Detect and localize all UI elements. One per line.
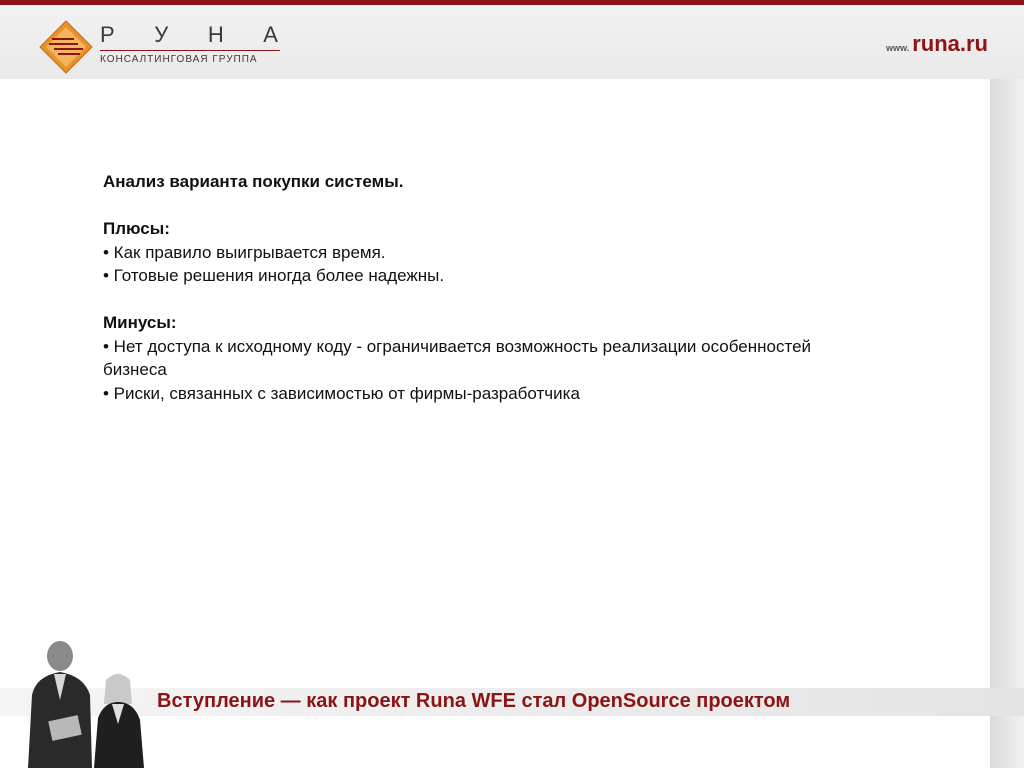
slide-body	[103, 170, 863, 405]
cons-item: • Нет доступа к исходному коду - ограничивается возможность реализации особенностей бизнеса	[103, 336, 812, 379]
pros-title: Плюсы:	[103, 219, 170, 238]
logo-letter: Р	[100, 22, 117, 47]
people-photo-icon	[10, 640, 150, 768]
logo-letter: У	[154, 22, 171, 47]
spacer	[103, 194, 863, 218]
site-url-domain: runa.ru	[912, 31, 988, 56]
spacer	[103, 288, 863, 312]
logo-letter: Н	[207, 22, 226, 47]
right-rail-decoration	[990, 79, 1024, 768]
header-bar	[0, 5, 1024, 79]
slide-heading: Анализ варианта покупки системы.	[103, 172, 404, 191]
site-url-link[interactable]	[886, 31, 988, 57]
cons-item: • Риски, связанных с зависимостью от фирмы-разработчика	[103, 383, 580, 403]
cons-title: Минусы:	[103, 313, 177, 332]
logo-diamond-icon	[38, 19, 94, 75]
logo-letter: А	[263, 22, 280, 47]
pros-item: • Готовые решения иногда более надежны.	[103, 266, 445, 285]
logo-underline	[100, 50, 280, 51]
site-url-prefix: www.	[886, 43, 910, 53]
logo-tagline: КОНСАЛТИНГОВАЯ ГРУППА	[100, 54, 258, 65]
pros-item: • Как правило выигрывается время.	[103, 242, 386, 262]
logo-wordmark	[100, 22, 280, 48]
footer-title: Вступление — как проект Runa WFE стал OpenSource проектом	[157, 690, 791, 712]
